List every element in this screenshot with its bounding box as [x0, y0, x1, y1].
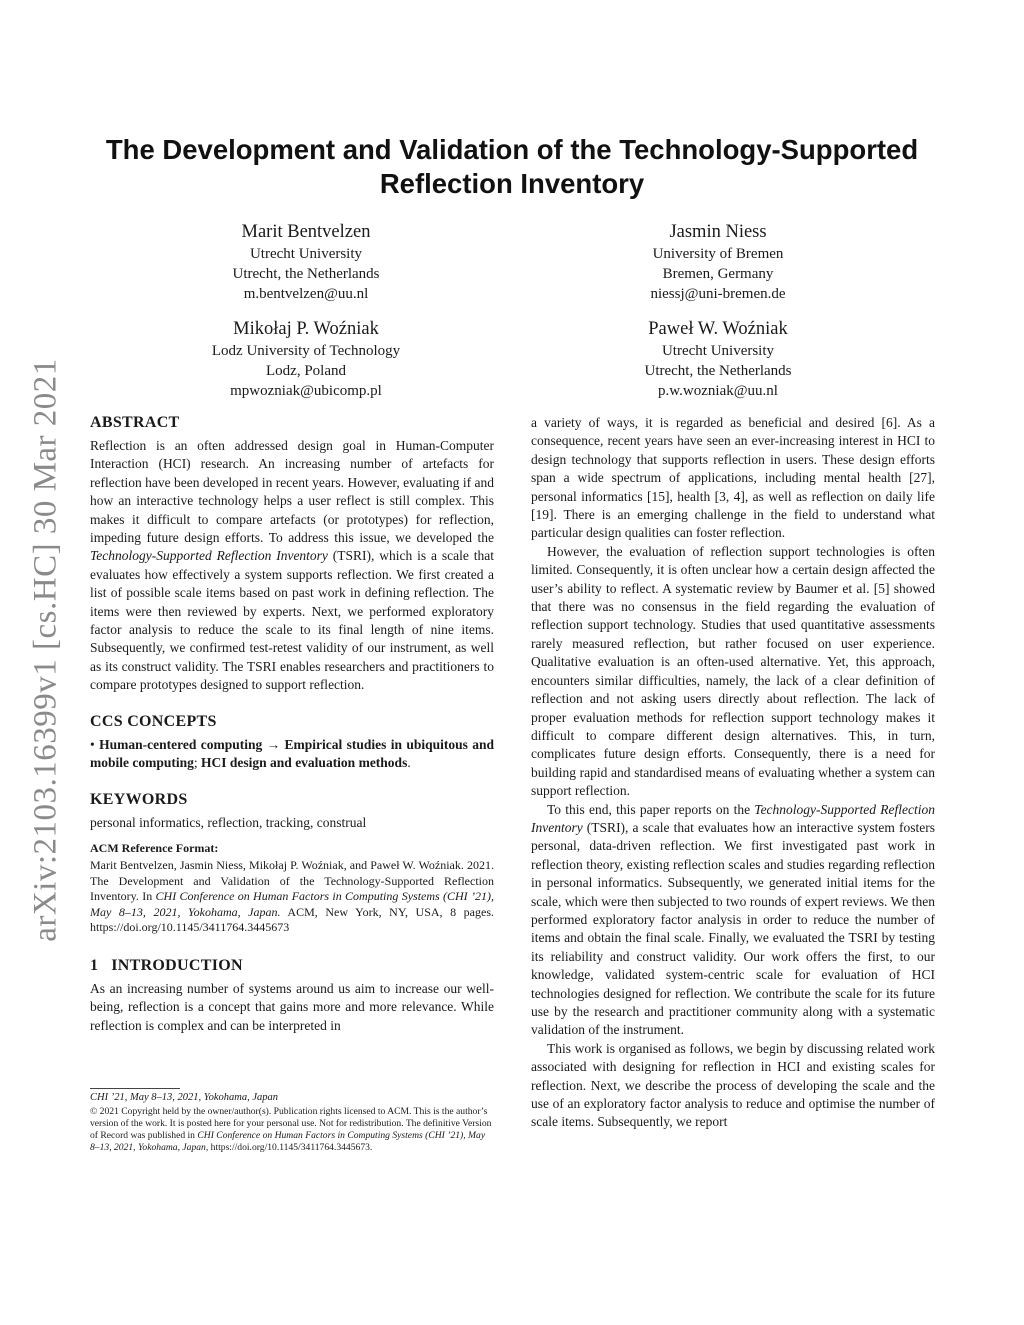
copyright-footnote: © 2021 Copyright held by the owner/author(s). Publication rights licensed to ACM. This is the author’s version of the work. It is posted here for your personal use. Not for redistribution. The definitive Version of Record was published in CHI Conference on Human Factors in Computing Systems (CHI ’21), May 8–13, 2021, Yokohama, Japan, https://doi.org/10.1145/3411764.3445673.	[90, 1106, 492, 1153]
author-name: Marit Bentvelzen	[241, 222, 371, 242]
arxiv-stamp-text: arXiv:2103.16399v1 [cs.HC] 30 Mar 2021	[27, 358, 64, 942]
author-affiliation: Lodz University of Technology	[211, 343, 401, 359]
abstract-text: Reflection is an often addressed design goal in Human-Computer Interaction (HCI) research. An increasing number of artefacts for reflection have been developed in recent years. However, evaluating if and how an interactive technology helps a user reflect is still complex. This makes it difficult to compare artefacts (or prototypes) for reflection, impeding future design efforts. To address this issue, we developed the Technology-Supported Reflection Inventory (TSRI), which is a scale that evaluates how effectively a system supports reflection. We first created a list of possible scale items based on past work in defining reflection. The items were then reviewed by experts. Next, we performed exploratory factor analysis to reduce the scale to its final length of nine items. Subsequently, we confirmed test-retest validity of our instrument, as well as its construct validity. The TSRI enables researchers and practitioners to compare prototypes designed to support reflection.	[90, 438, 494, 693]
author-block-4	[553, 317, 883, 401]
author-block-3	[141, 317, 471, 401]
intro-paragraph-2: However, the evaluation of reflection support technologies is often limited. Consequently, it is often unclear how a certain design affected the user’s ability to reflect. A systematic review by Baumer et al. [5] showed that there was no consensus in the field regarding the evaluation of reflection support technology. Studies that used quantitative assessments rarely measured reflection, but rather focused on user experience. Qualitative evaluation is an often-used alternative. Yet, this approach, encounters similar difficulties, namely, the lack of a clear definition of reflection and not asking users directly about reflection. The lack of proper evaluation methods for reflection support technology makes it difficult to compare different design alternatives. This, in turn, complicates future design efforts. Consequently, there is a need for building rapid and standardised means of evaluating whether a system can support reflection.	[531, 543, 935, 799]
author-affiliation: Utrecht University	[249, 246, 363, 262]
author-name: Paweł W. Woźniak	[648, 319, 788, 339]
author-email: p.w.wozniak@uu.nl	[658, 383, 778, 399]
author-affiliation: University of Bremen	[652, 246, 784, 262]
intro-paragraph-1-start: As an increasing number of systems around us aim to increase our well-being, reflection is a concept that gains more and more relevance. While reflection is complex and can be interpreted in	[90, 980, 494, 1033]
keywords-text: personal informatics, reflection, tracking, construal	[90, 814, 367, 830]
author-affiliation: Utrecht University	[661, 343, 775, 359]
author-location: Utrecht, the Netherlands	[232, 266, 380, 282]
paper-title: The Development and Validation of the Technology-Supported Reflection Inventory	[105, 134, 919, 199]
ccs-heading: CCS CONCEPTS	[90, 712, 217, 730]
author-name: Jasmin Niess	[669, 222, 767, 242]
author-name: Mikołaj P. Woźniak	[233, 319, 379, 339]
keywords-heading: KEYWORDS	[90, 790, 188, 808]
author-block-1	[141, 220, 471, 304]
intro-heading: 1 INTRODUCTION	[90, 956, 243, 974]
author-email: niessj@uni-bremen.de	[650, 286, 786, 302]
arxiv-stamp	[18, 350, 74, 950]
author-location: Bremen, Germany	[662, 266, 774, 282]
author-email: mpwozniak@ubicomp.pl	[230, 383, 382, 399]
author-location: Lodz, Poland	[266, 363, 346, 379]
author-location: Utrecht, the Netherlands	[644, 363, 792, 379]
right-column	[531, 414, 935, 1132]
intro-paragraph-1-cont: a variety of ways, it is regarded as beneficial and desired [6]. As a consequence, recent years have seen an ever-increasing interest in HCI to design technology that supports reflection in users. These design efforts span a wide spectrum of applications, including mental health [27], personal informatics [15], health [3, 4], as well as reflection on daily life [19]. There is an emerging challenge in the field to understand what particular design qualities can foster reflection.	[531, 415, 935, 541]
abstract-heading: ABSTRACT	[90, 414, 180, 431]
ccs-concepts: • Human-centered computing → Empirical studies in ubiquitous and mobile computing; HCI design and evaluation methods.	[90, 736, 495, 771]
author-block-2	[553, 220, 883, 304]
footnote-rule	[90, 1088, 180, 1089]
intro-paragraph-3: To this end, this paper reports on the Technology-Supported Reflection Inventory (TSRI), a scale that evaluates how an interactive system fosters personal, data-driven reflection. We first investigated past work in reflection theory, existing reflection scales and studies regarding reflection in personal informatics. Subsequently, we generated initial items for the scale, which were then subjected to two rounds of expert reviews. We then performed exploratory factor analysis in order to reduce the number of items and obtain the final scale. Finally, we evaluated the TSRI by testing its reliability and construct validity. Our work offers the first, to our knowledge, validated system-centric scale for evaluation of HCI technologies designed for reflection. We contribute the scale for its future use by the research and practitioner community along with a systematic validation of the instrument.	[531, 801, 935, 1038]
intro-paragraph-4: This work is organised as follows, we begin by discussing related work associated with designing for reflection in HCI and existing scales for reflection. Next, we describe the process of developing the scale and the use of an exploratory factor analysis to reduce and optimise the number of scale items. Subsequently, we report	[531, 1040, 935, 1130]
left-column	[90, 413, 494, 1035]
venue-footer: CHI ’21, May 8–13, 2021, Yokohama, Japan	[90, 1092, 279, 1103]
author-email: m.bentvelzen@uu.nl	[243, 286, 369, 302]
acm-ref-heading: ACM Reference Format:	[90, 840, 219, 855]
acm-ref-text: Marit Bentvelzen, Jasmin Niess, Mikołaj P. Woźniak, and Paweł W. Woźniak. 2021. The Development and Validation of the Technology-Supported Reflection Inventory. In CHI Conference on Human Factors in Computing Systems (CHI ’21), May 8–13, 2021, Yokohama, Japan. ACM, New York, NY, USA, 8 pages. https://doi.org/10.1145/3411764.3445673	[90, 858, 494, 935]
